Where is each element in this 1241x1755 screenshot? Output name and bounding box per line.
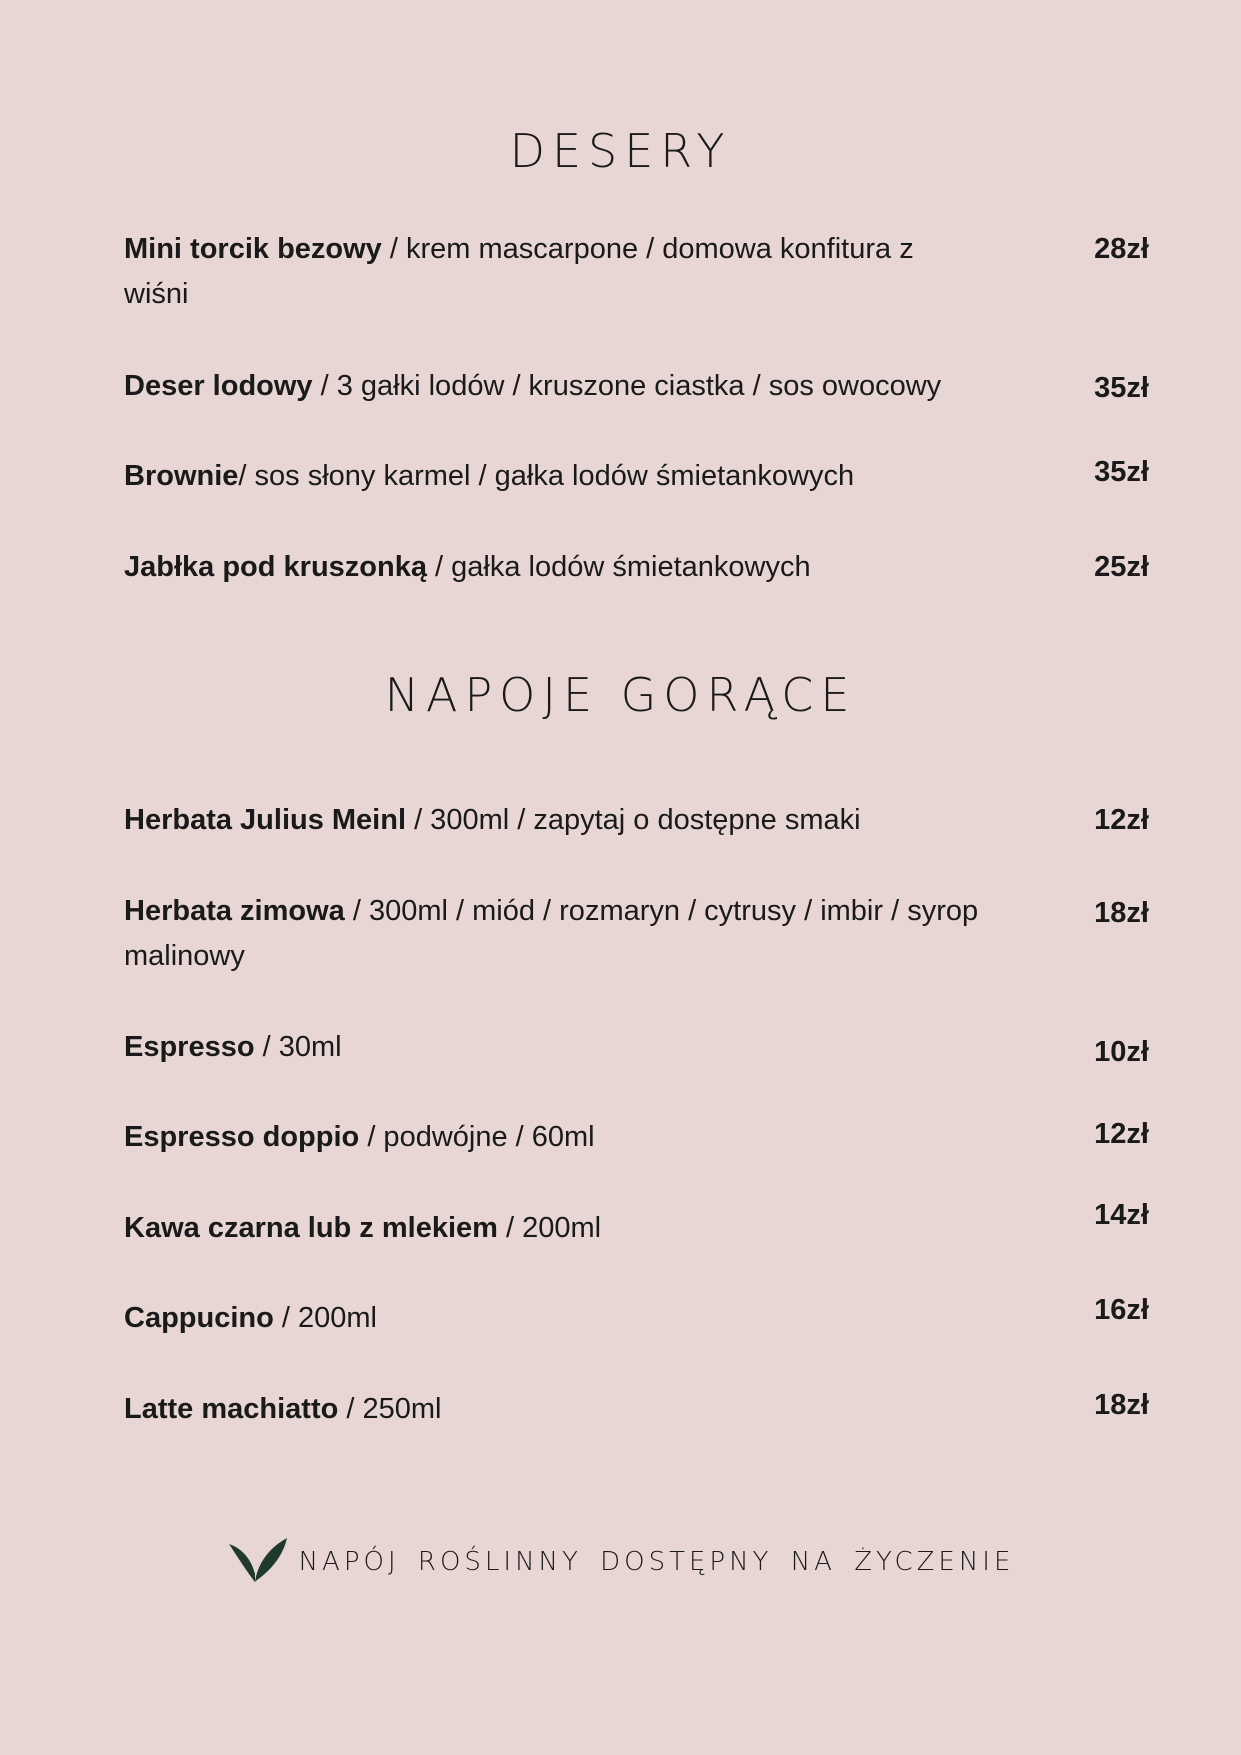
item-name: Kawa czarna lub z mlekiem [124, 1212, 498, 1244]
item-price: 35zł [1094, 372, 1149, 404]
item-price: 35zł [1094, 456, 1149, 488]
item-desc: / 200ml [497, 1212, 602, 1244]
menu-item [124, 1206, 984, 1251]
item-desc: / sos słony karmel / gałka lodów śmietankowych [238, 460, 855, 492]
item-name: Mini torcik bezowy [124, 233, 382, 265]
item-price: 18zł [1094, 897, 1149, 929]
item-price: 25zł [1094, 551, 1149, 583]
item-desc: / 200ml [273, 1302, 378, 1334]
menu-item [124, 1296, 984, 1341]
item-name: Herbata Julius Meinl [124, 804, 407, 836]
item-desc: / gałka lodów śmietankowych [427, 551, 811, 583]
item-price: 28zł [1094, 233, 1149, 265]
item-name: Cappucino [124, 1302, 274, 1334]
item-name: Latte machiatto [124, 1393, 339, 1425]
leaf-icon [227, 1534, 291, 1584]
menu-item [124, 364, 984, 409]
menu-item [124, 1387, 984, 1432]
menu-item [124, 545, 984, 590]
item-desc: / 300ml / zapytaj o dostępne smaki [406, 804, 861, 836]
menu-item [124, 889, 984, 979]
section-title-napoje-gorace: NAPOJE GORĄCE [384, 668, 857, 722]
item-desc: / 250ml [338, 1393, 442, 1425]
footer-text: NAPÓJ ROŚLINNY DOSTĘPNY NA ŻYCZENIE [298, 1547, 1015, 1577]
item-desc: / podwójne / 60ml [359, 1121, 595, 1153]
item-desc: / krem mascarpone / domowa konfitura z wiśni [124, 233, 914, 310]
menu-item [124, 1115, 984, 1160]
item-name: Jabłka pod kruszonką [124, 551, 427, 583]
item-price: 10zł [1094, 1036, 1149, 1068]
menu-item [124, 798, 984, 843]
item-desc: / 3 gałki lodów / kruszone ciastka / sos owocowy [312, 370, 942, 402]
item-price: 12zł [1094, 1118, 1149, 1150]
menu-item [124, 454, 984, 499]
item-price: 12zł [1094, 804, 1149, 836]
item-name: Herbata zimowa [124, 895, 345, 927]
section-title-desery: DESERY [509, 124, 732, 178]
menu-item [124, 1025, 984, 1070]
item-price: 14zł [1094, 1199, 1149, 1231]
item-desc: / 30ml [254, 1031, 342, 1063]
item-name: Espresso [124, 1031, 255, 1063]
item-name: Brownie [124, 460, 239, 492]
item-name: Espresso doppio [124, 1121, 360, 1153]
menu-item [124, 227, 984, 317]
footer-note [0, 1540, 1241, 1584]
item-desc: / 300ml / miód / rozmaryn / cytrusy / imbir / syrop malinowy [124, 895, 979, 972]
item-price: 18zł [1094, 1389, 1149, 1421]
item-price: 16zł [1094, 1294, 1149, 1326]
item-name: Deser lodowy [124, 370, 313, 402]
